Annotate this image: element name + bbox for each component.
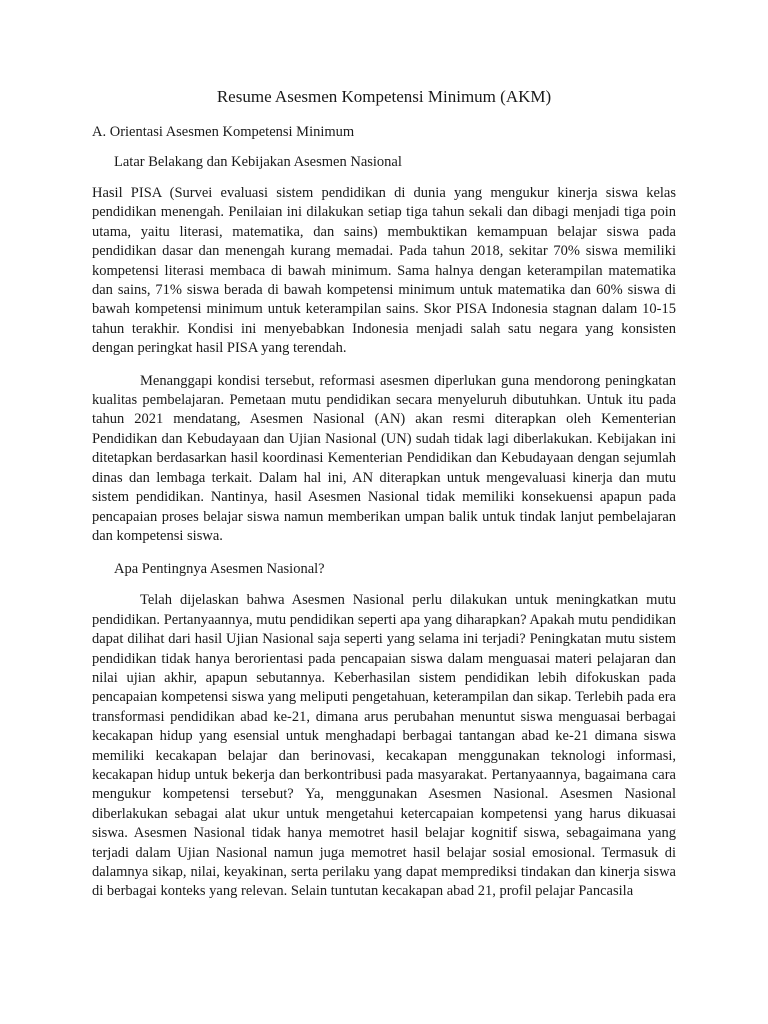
subheading-pentingnya-an: Apa Pentingnya Asesmen Nasional? bbox=[114, 561, 325, 578]
paragraph-menanggapi: Menanggapi kondisi tersebut, reformasi asesmen diperlukan guna mendorong peningkatan kualitas pembelajaran. Pemetaan mutu pendidikan secara menyeluruh dibutuhkan. Untuk itu pada tahun 2021 mendatang, Asesmen Nasional (AN) akan resmi diterapkan oleh Kementerian Pendidikan dan Kebudayaan dan Ujian Nasional (UN) sudah tidak lagi diberlakukan. Kebijakan ini ditetapkan berdasarkan hasil koordinasi Kementerian Pendidikan dan Kebudayaan dengan sejumlah dinas dan lembaga terkait. Dalam hal ini, AN diterapkan untuk mengevaluasi kinerja dan mutu sistem pendidikan. Nantinya, hasil Asesmen Nasional tidak memiliki konsekuensi apapun pada pencapaian proses belajar siswa namun memberikan umpan balik untuk tindak lanjut pembelajaran dan kompetensi siswa. bbox=[92, 372, 676, 544]
paragraph-telah-dijelaskan: Telah dijelaskan bahwa Asesmen Nasional perlu dilakukan untuk meningkatkan mutu pendidikan. Pertanyaannya, mutu pendidikan seperti apa yang diharapkan? Apakah mutu pendidikan dapat dilihat dari hasil Ujian Nasional saja seperti yang selama ini terjadi? Peningkatan mutu sistem pendidikan tidak hanya berorientasi pada pencapaian siswa dalam menguasai materi pelajaran dan nilai ujian akhir, apapun sebutannya. Keberhasilan sistem pendidikan lebih difokuskan pada pencapaian kompetensi siswa yang meliputi pengetahuan, keterampilan dan sikap. Terlebih pada era transformasi pendidikan abad ke-21, dimana arus perubahan menuntut siswa menguasai berbagai kecakapan hidup yang esensial untuk menghadapi berbagai tantangan abad ke-21 dimana siswa memiliki kecakapan belajar dan berinovasi, kecakapan menggunakan teknologi informasi, kecakapan hidup untuk bekerja dan berkontribusi pada masyarakat. Pertanyaannya, bagaimana cara mengukur kompetensi tersebut? Ya, menggunakan Asesmen Nasional. Asesmen Nasional diberlakukan sebagai alat ukur untuk mengetahui ketercapaian kompetensi yang harus dikuasai siswa. Asesmen Nasional tidak hanya memotret hasil belajar kognitif siswa, sebagaimana yang terjadi dalam Ujian Nasional namun juga memotret hasil belajar sosial emosional. Termasuk di dalamnya sikap, nilai, keyakinan, serta perilaku yang dapat memprediksi tindakan dan kinerja siswa di berbagai konteks yang relevan. Selain tuntutan kecakapan abad 21, profil pelajar Pancasila bbox=[92, 592, 676, 900]
document-title: Resume Asesmen Kompetensi Minimum (AKM) bbox=[216, 87, 552, 106]
paragraph-hasil-pisa: Hasil PISA (Survei evaluasi sistem pendidikan di dunia yang mengukur kinerja siswa kelas pendidikan menengah. Penilaian ini dilakukan setiap tiga tahun sekali dan dibagi menjadi tiga poin utama, yaitu literasi, matematika, dan sains) membuktikan kemampuan belajar siswa pada pendidikan dasar dan menengah kurang memadai. Pada tahun 2018, sekitar 70% siswa memiliki kompetensi literasi membaca di bawah minimum. Sama halnya dengan keterampilan matematika dan sains, 71% siswa berada di bawah kompetensi minimum untuk matematika dan 60% siswa di bawah kompetensi minimum untuk keterampilan sains. Skor PISA Indonesia stagnan dalam 10-15 tahun terakhir. Kondisi ini menyebabkan Indonesia menjadi salah satu negara yang konsisten dengan peringkat hasil PISA yang terendah. bbox=[92, 185, 676, 357]
section-heading-a: A. Orientasi Asesmen Kompetensi Minimum bbox=[92, 124, 355, 140]
subheading-latar-belakang: Latar Belakang dan Kebijakan Asesmen Nasional bbox=[114, 154, 402, 170]
